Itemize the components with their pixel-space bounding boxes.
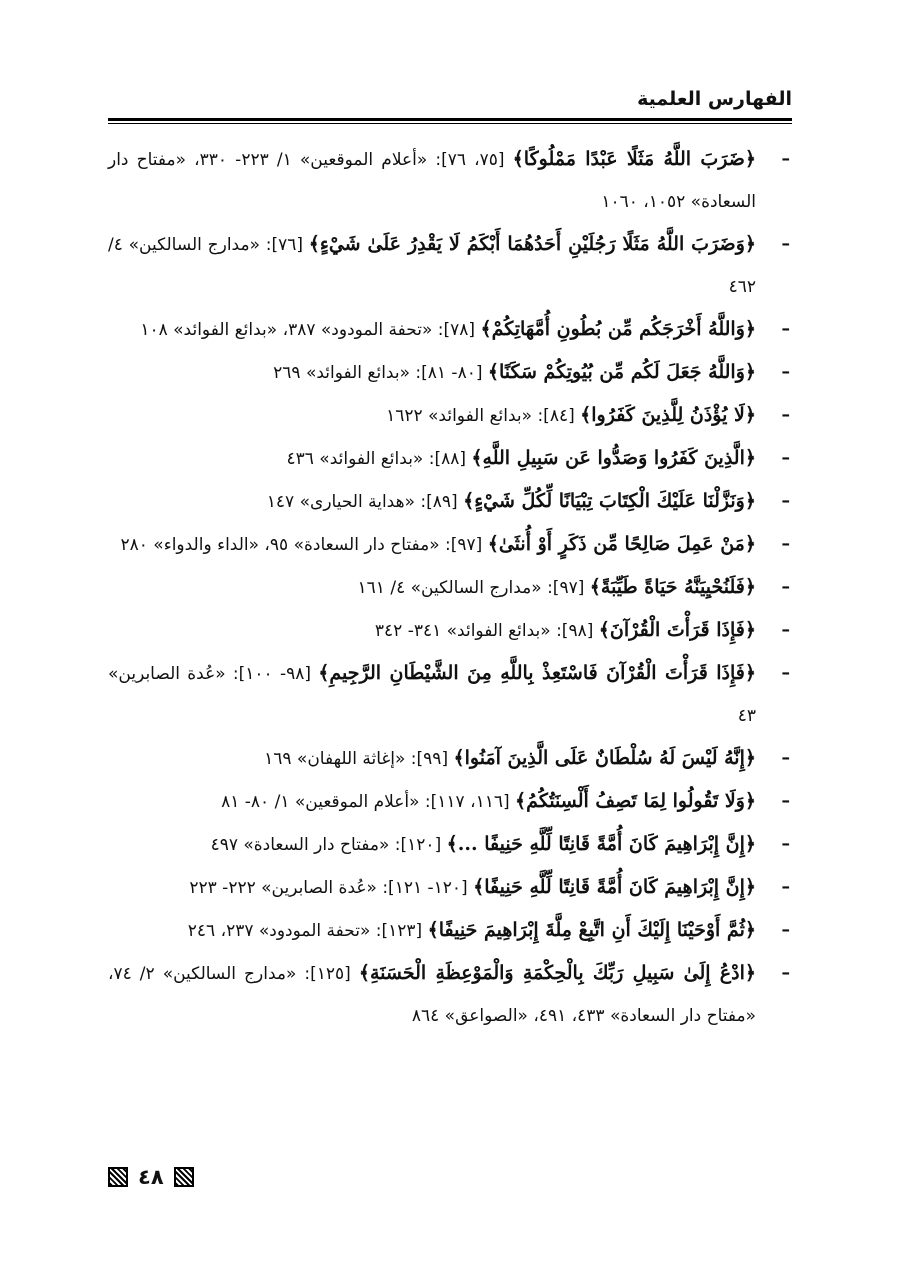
verse-reference: [٩٨]: «بدائع الفوائد» ٣٤١- ٣٤٢ — [374, 621, 594, 641]
running-header — [108, 88, 792, 120]
index-entries — [108, 138, 792, 1037]
verse-reference: [٩٨- ١٠٠]: «عُدة الصابرين» ٤٣ — [108, 664, 756, 726]
verse-reference: [٨٤]: «بدائع الفوائد» ١٦٢٢ — [386, 406, 575, 426]
verse-text: ﴿فَلَنُحْيِيَنَّهُ حَيَاةً طَيِّبَةً﴾ — [589, 576, 756, 598]
verse-text: ﴿وَنَزَّلْنَا عَلَيْكَ الْكِتَابَ تِبْيَانًا لِّكُلِّ شَيْءٍ﴾ — [463, 490, 756, 512]
index-entry — [108, 737, 792, 780]
index-entry — [108, 652, 792, 737]
index-entry — [108, 566, 792, 609]
verse-text: ﴿إِنَّ إِبْرَاهِيمَ كَانَ أُمَّةً قَانِتًا لِّلَّهِ حَنِيفًا ...﴾ — [446, 833, 756, 855]
index-entry — [108, 223, 792, 308]
ornament-icon — [174, 1167, 194, 1187]
index-entry — [108, 866, 792, 909]
index-entry — [108, 523, 792, 566]
verse-text: ﴿ضَرَبَ اللَّهُ مَثَلًا عَبْدًا مَمْلُوكًا﴾ — [512, 148, 756, 170]
verse-text: ﴿فَإِذَا قَرَأْتَ الْقُرْآنَ فَاسْتَعِذْ بِاللَّهِ مِنَ الشَّيْطَانِ الرَّجِيمِ﴾ — [318, 662, 756, 684]
bullet-dash: – — [781, 620, 790, 640]
index-entry — [108, 952, 792, 1037]
verse-text: ﴿إِنَّهُ لَيْسَ لَهُ سُلْطَانٌ عَلَى الَّذِينَ آمَنُوا﴾ — [453, 747, 756, 769]
verse-reference: [١٢٣]: «تحفة المودود» ٢٣٧، ٢٤٦ — [187, 921, 423, 941]
verse-text: ﴿وَلَا تَقُولُوا لِمَا تَصِفُ أَلْسِنَتُكُمُ﴾ — [515, 790, 756, 812]
verse-text: ﴿إِنَّ إِبْرَاهِيمَ كَانَ أُمَّةً قَانِتًا لِّلَّهِ حَنِيفًا﴾ — [473, 876, 756, 898]
verse-reference: [٨٩]: «هداية الحيارى» ١٤٧ — [266, 492, 458, 512]
verse-text: ﴿الَّذِينَ كَفَرُوا وَصَدُّوا عَن سَبِيلِ اللَّهِ﴾ — [471, 447, 756, 469]
bullet-dash: – — [781, 920, 790, 940]
verse-text: ﴿وَاللَّهُ أَخْرَجَكُم مِّن بُطُونِ أُمَّهَاتِكُمْ﴾ — [480, 318, 756, 340]
verse-reference: [٧٦]: «مدارج السالكين» ٤/ ٤٦٢ — [108, 235, 756, 297]
bullet-dash: – — [781, 234, 790, 254]
header-rule-thick — [108, 118, 792, 121]
verse-reference: [٧٥، ٧٦]: «أعلام الموقعين» ١/ ٢٢٣- ٣٣٠، «مفتاح دار السعادة» ١٠٥٢، ١٠٦٠ — [108, 150, 756, 212]
ornament-icon — [108, 1167, 128, 1187]
verse-reference: [١٢٠]: «مفتاح دار السعادة» ٤٩٧ — [210, 835, 442, 855]
verse-text: ﴿لَا يُؤْذَنُ لِلَّذِينَ كَفَرُوا﴾ — [580, 404, 756, 426]
verse-reference: [١١٦، ١١٧]: «أعلام الموقعين» ١/ ٨٠- ٨١ — [221, 792, 510, 812]
verse-reference: [٩٧]: «مفتاح دار السعادة» ٩٥، «الداء والدواء» ٢٨٠ — [120, 535, 483, 555]
verse-reference: [١٢٥]: «مدارج السالكين» ٢/ ٧٤، «مفتاح دار السعادة» ٤٣٣، ٤٩١، «الصواعق» ٨٦٤ — [108, 964, 756, 1026]
bullet-dash: – — [781, 748, 790, 768]
header-rule-thin — [108, 123, 792, 124]
bullet-dash: – — [781, 534, 790, 554]
bullet-dash: – — [781, 448, 790, 468]
index-entry — [108, 394, 792, 437]
bullet-dash: – — [781, 577, 790, 597]
verse-reference: [٨٠- ٨١]: «بدائع الفوائد» ٢٦٩ — [273, 363, 483, 383]
index-entry — [108, 351, 792, 394]
verse-text: ﴿ثُمَّ أَوْحَيْنَا إِلَيْكَ أَنِ اتَّبِعْ مِلَّةَ إِبْرَاهِيمَ حَنِيفًا﴾ — [427, 919, 756, 941]
index-entry — [108, 823, 792, 866]
bullet-dash: – — [781, 877, 790, 897]
verse-text: ﴿وَضَرَبَ اللَّهُ مَثَلًا رَجُلَيْنِ أَحَدُهُمَا أَبْكَمُ لَا يَقْدِرُ عَلَىٰ شَيْءٍ﴾ — [308, 233, 756, 255]
index-entry — [108, 480, 792, 523]
verse-text: ﴿ادْعُ إِلَىٰ سَبِيلِ رَبِّكَ بِالْحِكْمَةِ وَالْمَوْعِظَةِ الْحَسَنَةِ﴾ — [358, 962, 756, 984]
verse-text: ﴿وَاللَّهُ جَعَلَ لَكُم مِّن بُيُوتِكُمْ سَكَنًا﴾ — [487, 361, 756, 383]
bullet-dash: – — [781, 362, 790, 382]
index-entry — [108, 609, 792, 652]
page-footer — [108, 1162, 194, 1192]
verse-text: ﴿فَإِذَا قَرَأْتَ الْقُرْآنَ﴾ — [598, 619, 756, 641]
bullet-dash: – — [781, 791, 790, 811]
index-entry — [108, 437, 792, 480]
bullet-dash: – — [781, 834, 790, 854]
index-entry — [108, 780, 792, 823]
bullet-dash: – — [781, 149, 790, 169]
header-title: الفهارس العلمية — [637, 88, 792, 110]
index-entry — [108, 138, 792, 223]
index-entry — [108, 909, 792, 952]
bullet-dash: – — [781, 963, 790, 983]
verse-text: ﴿مَنْ عَمِلَ صَالِحًا مِّن ذَكَرٍ أَوْ أُنثَىٰ﴾ — [487, 533, 756, 555]
verse-reference: [٨٨]: «بدائع الفوائد» ٤٣٦ — [286, 449, 466, 469]
verse-reference: [١٢٠- ١٢١]: «عُدة الصابرين» ٢٢٢- ٢٢٣ — [189, 878, 468, 898]
page-number: ٤٨ — [138, 1165, 164, 1189]
bullet-dash: – — [781, 319, 790, 339]
verse-reference: [٩٩]: «إغاثة اللهفان» ١٦٩ — [264, 749, 449, 769]
bullet-dash: – — [781, 491, 790, 511]
index-entry — [108, 308, 792, 351]
verse-reference: [٧٨]: «تحفة المودود» ٣٨٧، «بدائع الفوائد» ١٠٨ — [140, 320, 476, 340]
bullet-dash: – — [781, 405, 790, 425]
verse-reference: [٩٧]: «مدارج السالكين» ٤/ ١٦١ — [357, 578, 585, 598]
bullet-dash: – — [781, 663, 790, 683]
